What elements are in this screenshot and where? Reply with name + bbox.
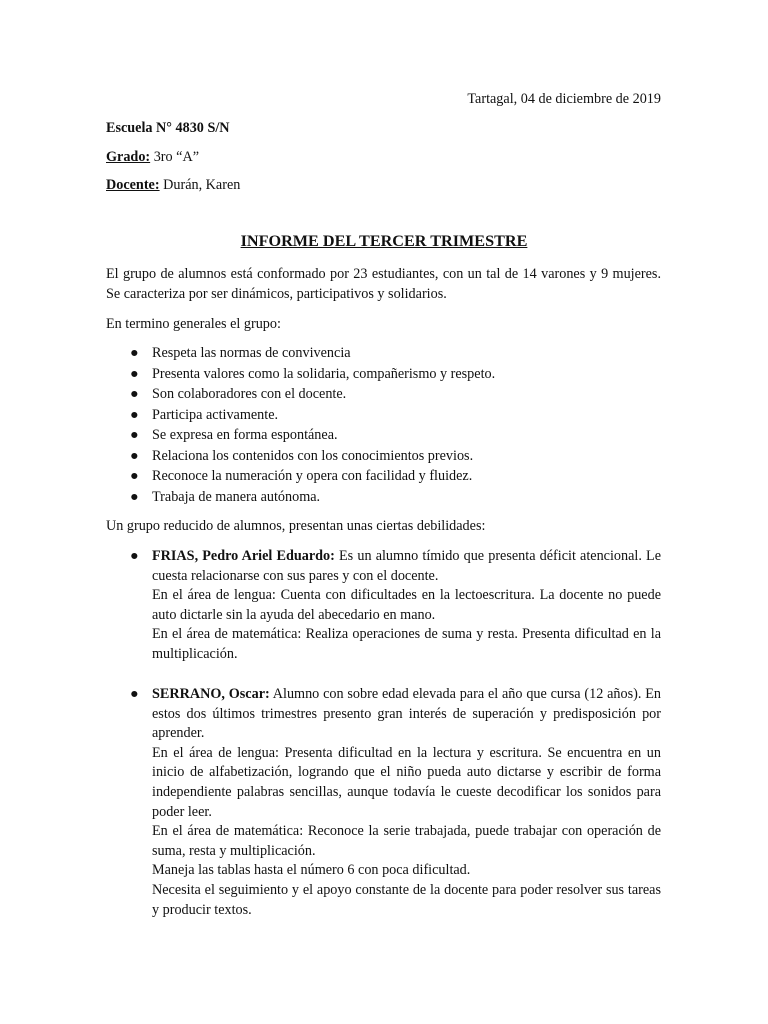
bullet-icon: ● bbox=[130, 686, 139, 702]
bullet-icon: ● bbox=[130, 488, 139, 505]
school-line bbox=[106, 119, 230, 139]
student-note: En el área de matemática: Reconoce la serie trabajada, puede trabajar con operación de suma, resta y multiplicación. bbox=[152, 823, 661, 859]
grade-label: Grado: bbox=[106, 149, 151, 165]
list-item: ● Trabaja de manera autónoma. bbox=[106, 488, 661, 509]
bullet-icon: ● bbox=[130, 447, 139, 464]
student-intro: SERRANO, Oscar: Alumno con sobre edad elevada para el año que cursa (12 años). En estos dos últimos trimestres presento gran interés de superación y predisposición por aprender. bbox=[152, 686, 661, 742]
student-note: Necesita el seguimiento y el apoyo constante de la docente para poder resolver sus tareas y producir textos. bbox=[152, 881, 661, 918]
list-item: ● Presenta valores como la solidaria, compañerismo y respeto. bbox=[106, 365, 661, 386]
grade-line bbox=[106, 148, 199, 168]
student-note: En el área de lengua: Presenta dificultad en la lectura y escritura. Se encuentra en un inicio de alfabetización, logrando que el niño pueda auto dictarse y escribir de forma independiente palabras sencillas, aunque todavía le cueste decodificar los sonidos para poder leer. bbox=[152, 744, 661, 820]
intro-paragraph: El grupo de alumnos está conformado por 23 estudiantes, con un tal de 14 varones y 9 mujeres. Se caracteriza por ser dinámicos, participativos y solidarios. bbox=[106, 266, 661, 302]
bullet-icon: ● bbox=[130, 386, 139, 402]
student-entry-serrano bbox=[106, 685, 661, 920]
student-note: En el área de matemática: Realiza operaciones de suma y resta. Presenta dificultad en la multiplicación. bbox=[152, 626, 661, 662]
list-item: ● Son colaboradores con el docente. bbox=[106, 385, 661, 406]
weak-lead: Un grupo reducido de alumnos, presentan unas ciertas debilidades: bbox=[106, 518, 486, 534]
grade-value: 3ro “A” bbox=[150, 149, 199, 165]
list-item: ● Relaciona los contenidos con los conocimientos previos. bbox=[106, 447, 661, 468]
report-title: INFORME DEL TERCER TRIMESTRE bbox=[240, 232, 528, 250]
student-intro: FRIAS, Pedro Ariel Eduardo: Es un alumno tímido que presenta déficit atencional. Le cuesta relacionarse con sus pares y con el docente. bbox=[152, 548, 662, 584]
report-date: Tartagal, 04 de diciembre de 2019 bbox=[467, 91, 661, 107]
student-note: En el área de lengua: Cuenta con dificultades en la lectoescritura. La docente no puede auto dictarle sin la ayuda del abecedario en mano. bbox=[152, 587, 661, 623]
bullet-icon: ● bbox=[130, 548, 139, 564]
student-name: FRIAS, Pedro Ariel Eduardo: bbox=[152, 548, 335, 564]
bullet-icon: ● bbox=[130, 345, 139, 361]
list-item: ● Participa activamente. bbox=[106, 406, 661, 427]
bullet-icon: ● bbox=[130, 468, 139, 484]
bullet-icon: ● bbox=[130, 406, 139, 423]
list-item: ● Reconoce la numeración y opera con facilidad y fluidez. bbox=[106, 467, 661, 488]
list-item: ● Respeta las normas de convivencia bbox=[106, 344, 661, 365]
teacher-line bbox=[106, 176, 240, 196]
student-entry-frias bbox=[106, 547, 661, 665]
school-name: Escuela N° 4830 S/N bbox=[106, 120, 230, 136]
student-body bbox=[152, 685, 661, 920]
student-note: Maneja las tablas hasta el número 6 con poca dificultad. bbox=[152, 862, 471, 879]
list-item: ● Se expresa en forma espontánea. bbox=[106, 426, 661, 447]
general-lead: En termino generales el grupo: bbox=[106, 316, 281, 332]
student-body bbox=[152, 547, 661, 665]
student-name: SERRANO, Oscar: bbox=[152, 686, 270, 702]
bullet-icon: ● bbox=[130, 427, 139, 443]
teacher-value: Durán, Karen bbox=[159, 177, 241, 193]
general-list bbox=[106, 344, 661, 508]
bullet-icon: ● bbox=[130, 365, 139, 382]
teacher-label: Docente: bbox=[106, 177, 160, 193]
